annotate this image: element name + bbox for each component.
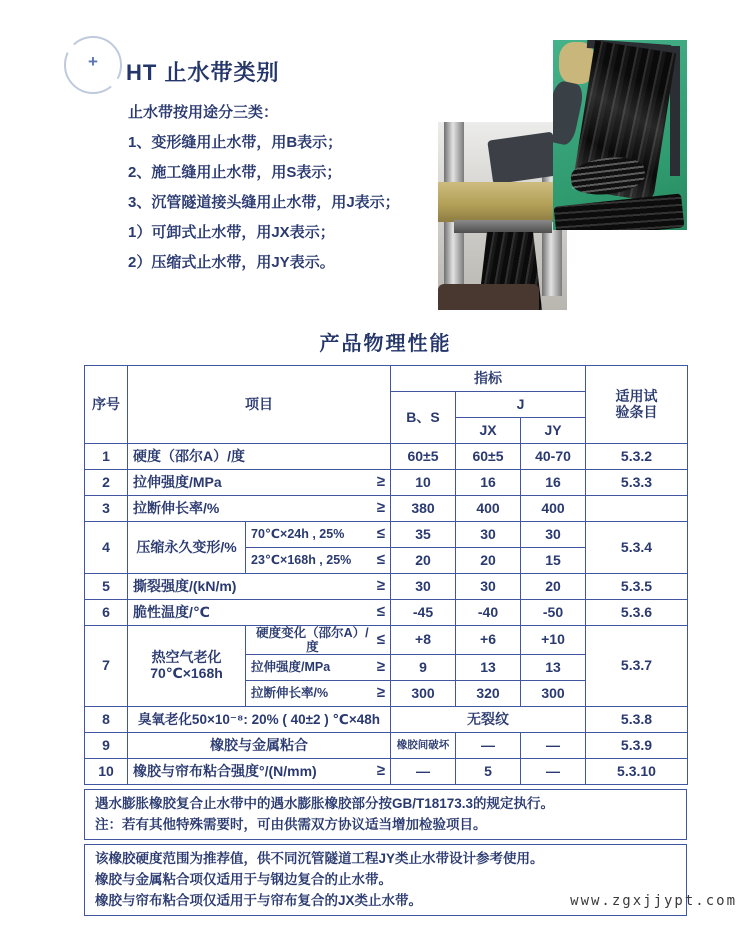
cell-value: -45 <box>391 600 456 626</box>
list-item: 3、沉管隧道接头缝用止水带，用J表示； <box>128 194 400 211</box>
table-row <box>85 574 688 600</box>
cell-value: -40 <box>456 600 521 626</box>
cell-clause: 5.3.4 <box>586 522 688 574</box>
section-title: 产品物理性能 <box>319 333 452 355</box>
cell-no: 10 <box>85 759 128 785</box>
cell-clause <box>586 496 688 522</box>
intro-text: 止水带按用途分三类： <box>128 104 279 121</box>
cell-value: 60±5 <box>391 444 456 470</box>
cell-value: 16 <box>521 470 586 496</box>
cell-clause: 5.3.9 <box>586 733 688 759</box>
table-row <box>85 522 688 548</box>
machine-beam <box>438 182 567 222</box>
cell-value: +10 <box>521 626 586 655</box>
list-item: 1）可卸式止水带，用JX表示； <box>128 224 335 241</box>
page-title: HT 止水带类别 <box>126 60 280 85</box>
cell-value: 40-70 <box>521 444 586 470</box>
cell-value: — <box>521 759 586 785</box>
note-line: 遇水膨胀橡胶复合止水带中的遇水膨胀橡胶部分按GB/T18173.3的规定执行。 <box>95 796 555 811</box>
list-item: 1、变形缝用止水带，用B表示； <box>128 134 343 151</box>
table-row <box>85 759 688 785</box>
cell-item: 拉断伸长率/% ≥ <box>128 496 391 522</box>
cell-clause: 5.3.3 <box>586 470 688 496</box>
cell-condition: 拉伸强度/MPa ≥ <box>246 655 391 681</box>
cell-clause: 5.3.6 <box>586 600 688 626</box>
cell-no: 9 <box>85 733 128 759</box>
col-header-clause <box>586 366 688 444</box>
photo-press-machine <box>438 122 567 310</box>
col-header-jy: JY <box>521 418 586 444</box>
cell-condition: 70℃×24h , 25% ≤ <box>246 522 391 548</box>
note-line: 该橡胶硬度范围为推荐值，供不同沉管隧道工程JY类止水带设计参考使用。 <box>95 851 544 866</box>
machine-part <box>487 132 558 185</box>
cell-value: 380 <box>391 496 456 522</box>
table-row <box>85 626 688 655</box>
cell-no: 6 <box>85 600 128 626</box>
col-header-index: 指标 <box>391 366 586 392</box>
cell-value: 30 <box>456 574 521 600</box>
cell-item: 热空气老化 70℃×168h <box>128 626 246 707</box>
type-list <box>128 98 400 278</box>
cell-no: 2 <box>85 470 128 496</box>
cell-value: 13 <box>521 655 586 681</box>
cell-no: 4 <box>85 522 128 574</box>
col-header-jx: JX <box>456 418 521 444</box>
rubber-belt <box>554 193 685 230</box>
watermark-url: www.zgxjjypt.com <box>570 893 737 909</box>
table-row <box>85 496 688 522</box>
cell-item: 橡胶与帘布粘合强度°/(N/mm) ≥ <box>128 759 391 785</box>
cell-value: 320 <box>456 681 521 707</box>
circle-decoration <box>64 36 122 94</box>
cell-value: 5 <box>456 759 521 785</box>
cell-no: 5 <box>85 574 128 600</box>
table-row <box>85 470 688 496</box>
cell-value: 30 <box>456 522 521 548</box>
table-row <box>85 444 688 470</box>
cell-clause: 5.3.8 <box>586 707 688 733</box>
cell-value: 400 <box>456 496 521 522</box>
cell-value: — <box>456 733 521 759</box>
spec-section <box>84 327 687 916</box>
cell-value: 9 <box>391 655 456 681</box>
cell-item: 撕裂强度/(kN/m) ≥ <box>128 574 391 600</box>
spec-table <box>84 365 688 785</box>
cell-condition: 硬度变化（邵尔A）/度 ≤ <box>246 626 391 655</box>
cell-value: 60±5 <box>456 444 521 470</box>
cell-value: -50 <box>521 600 586 626</box>
table-row <box>85 600 688 626</box>
cell-clause: 5.3.5 <box>586 574 688 600</box>
cell-value: 300 <box>391 681 456 707</box>
plus-icon: + <box>88 51 98 71</box>
cell-item: 橡胶与金属粘合 <box>128 733 391 759</box>
col-header-no: 序号 <box>85 366 128 444</box>
table-row <box>85 733 688 759</box>
cell-value: 35 <box>391 522 456 548</box>
note-line: 橡胶与金属粘合项仅适用于与钢边复合的止水带。 <box>95 872 392 887</box>
machine-plate <box>454 220 552 233</box>
cell-value: 20 <box>456 548 521 574</box>
note-line: 橡胶与帘布粘合项仅适用于与帘布复合的JX类止水带。 <box>95 893 423 908</box>
table-header-row <box>85 366 688 392</box>
cell-value: +8 <box>391 626 456 655</box>
cell-value: 橡胶间破坏 <box>391 733 456 759</box>
cell-item: 臭氧老化50×10⁻⁸: 20% ( 40±2 ) ℃×48h <box>128 707 391 733</box>
col-header-bs: B、S <box>391 392 456 444</box>
cell-clause: 5.3.7 <box>586 626 688 707</box>
col-header-j: J <box>456 392 586 418</box>
cell-item: 硬度（邵尔A）/度 <box>128 444 391 470</box>
cell-value: 20 <box>391 548 456 574</box>
list-item: 2、施工缝用止水带，用S表示； <box>128 164 342 181</box>
cell-condition: 拉断伸长率/% ≥ <box>246 681 391 707</box>
cell-value: 15 <box>521 548 586 574</box>
cell-no: 8 <box>85 707 128 733</box>
photo-shadow <box>438 284 539 310</box>
cell-value: — <box>521 733 586 759</box>
cell-value: 13 <box>456 655 521 681</box>
cell-value: 30 <box>391 574 456 600</box>
cell-value: 30 <box>521 522 586 548</box>
cell-value-merged: 无裂纹 <box>391 707 586 733</box>
cell-clause: 5.3.10 <box>586 759 688 785</box>
cell-value: — <box>391 759 456 785</box>
photo-waterstop-belts <box>553 40 687 230</box>
col-header-item: 项目 <box>128 366 391 444</box>
col-header-clause-line1: 适用试 <box>615 387 658 404</box>
cell-value: 10 <box>391 470 456 496</box>
cell-no: 7 <box>85 626 128 707</box>
cell-item: 拉伸强度/MPa ≥ <box>128 470 391 496</box>
table-row <box>85 707 688 733</box>
list-item: 2）压缩式止水带，用JY表示。 <box>128 254 335 271</box>
note-box-standard <box>84 789 687 840</box>
cell-value: 300 <box>521 681 586 707</box>
cell-value: 16 <box>456 470 521 496</box>
cell-value: 400 <box>521 496 586 522</box>
cell-clause: 5.3.2 <box>586 444 688 470</box>
col-header-clause-line2: 验条目 <box>615 403 658 420</box>
cell-condition: 23℃×168h , 25% ≤ <box>246 548 391 574</box>
cell-value: 20 <box>521 574 586 600</box>
cell-item: 压缩永久变形/% <box>128 522 246 574</box>
cell-value: +6 <box>456 626 521 655</box>
note-line: 注：若有其他特殊需要时，可由供需双方协议适当增加检验项目。 <box>95 817 487 832</box>
cell-no: 1 <box>85 444 128 470</box>
cell-no: 3 <box>85 496 128 522</box>
cell-item: 脆性温度/℃ ≤ <box>128 600 391 626</box>
